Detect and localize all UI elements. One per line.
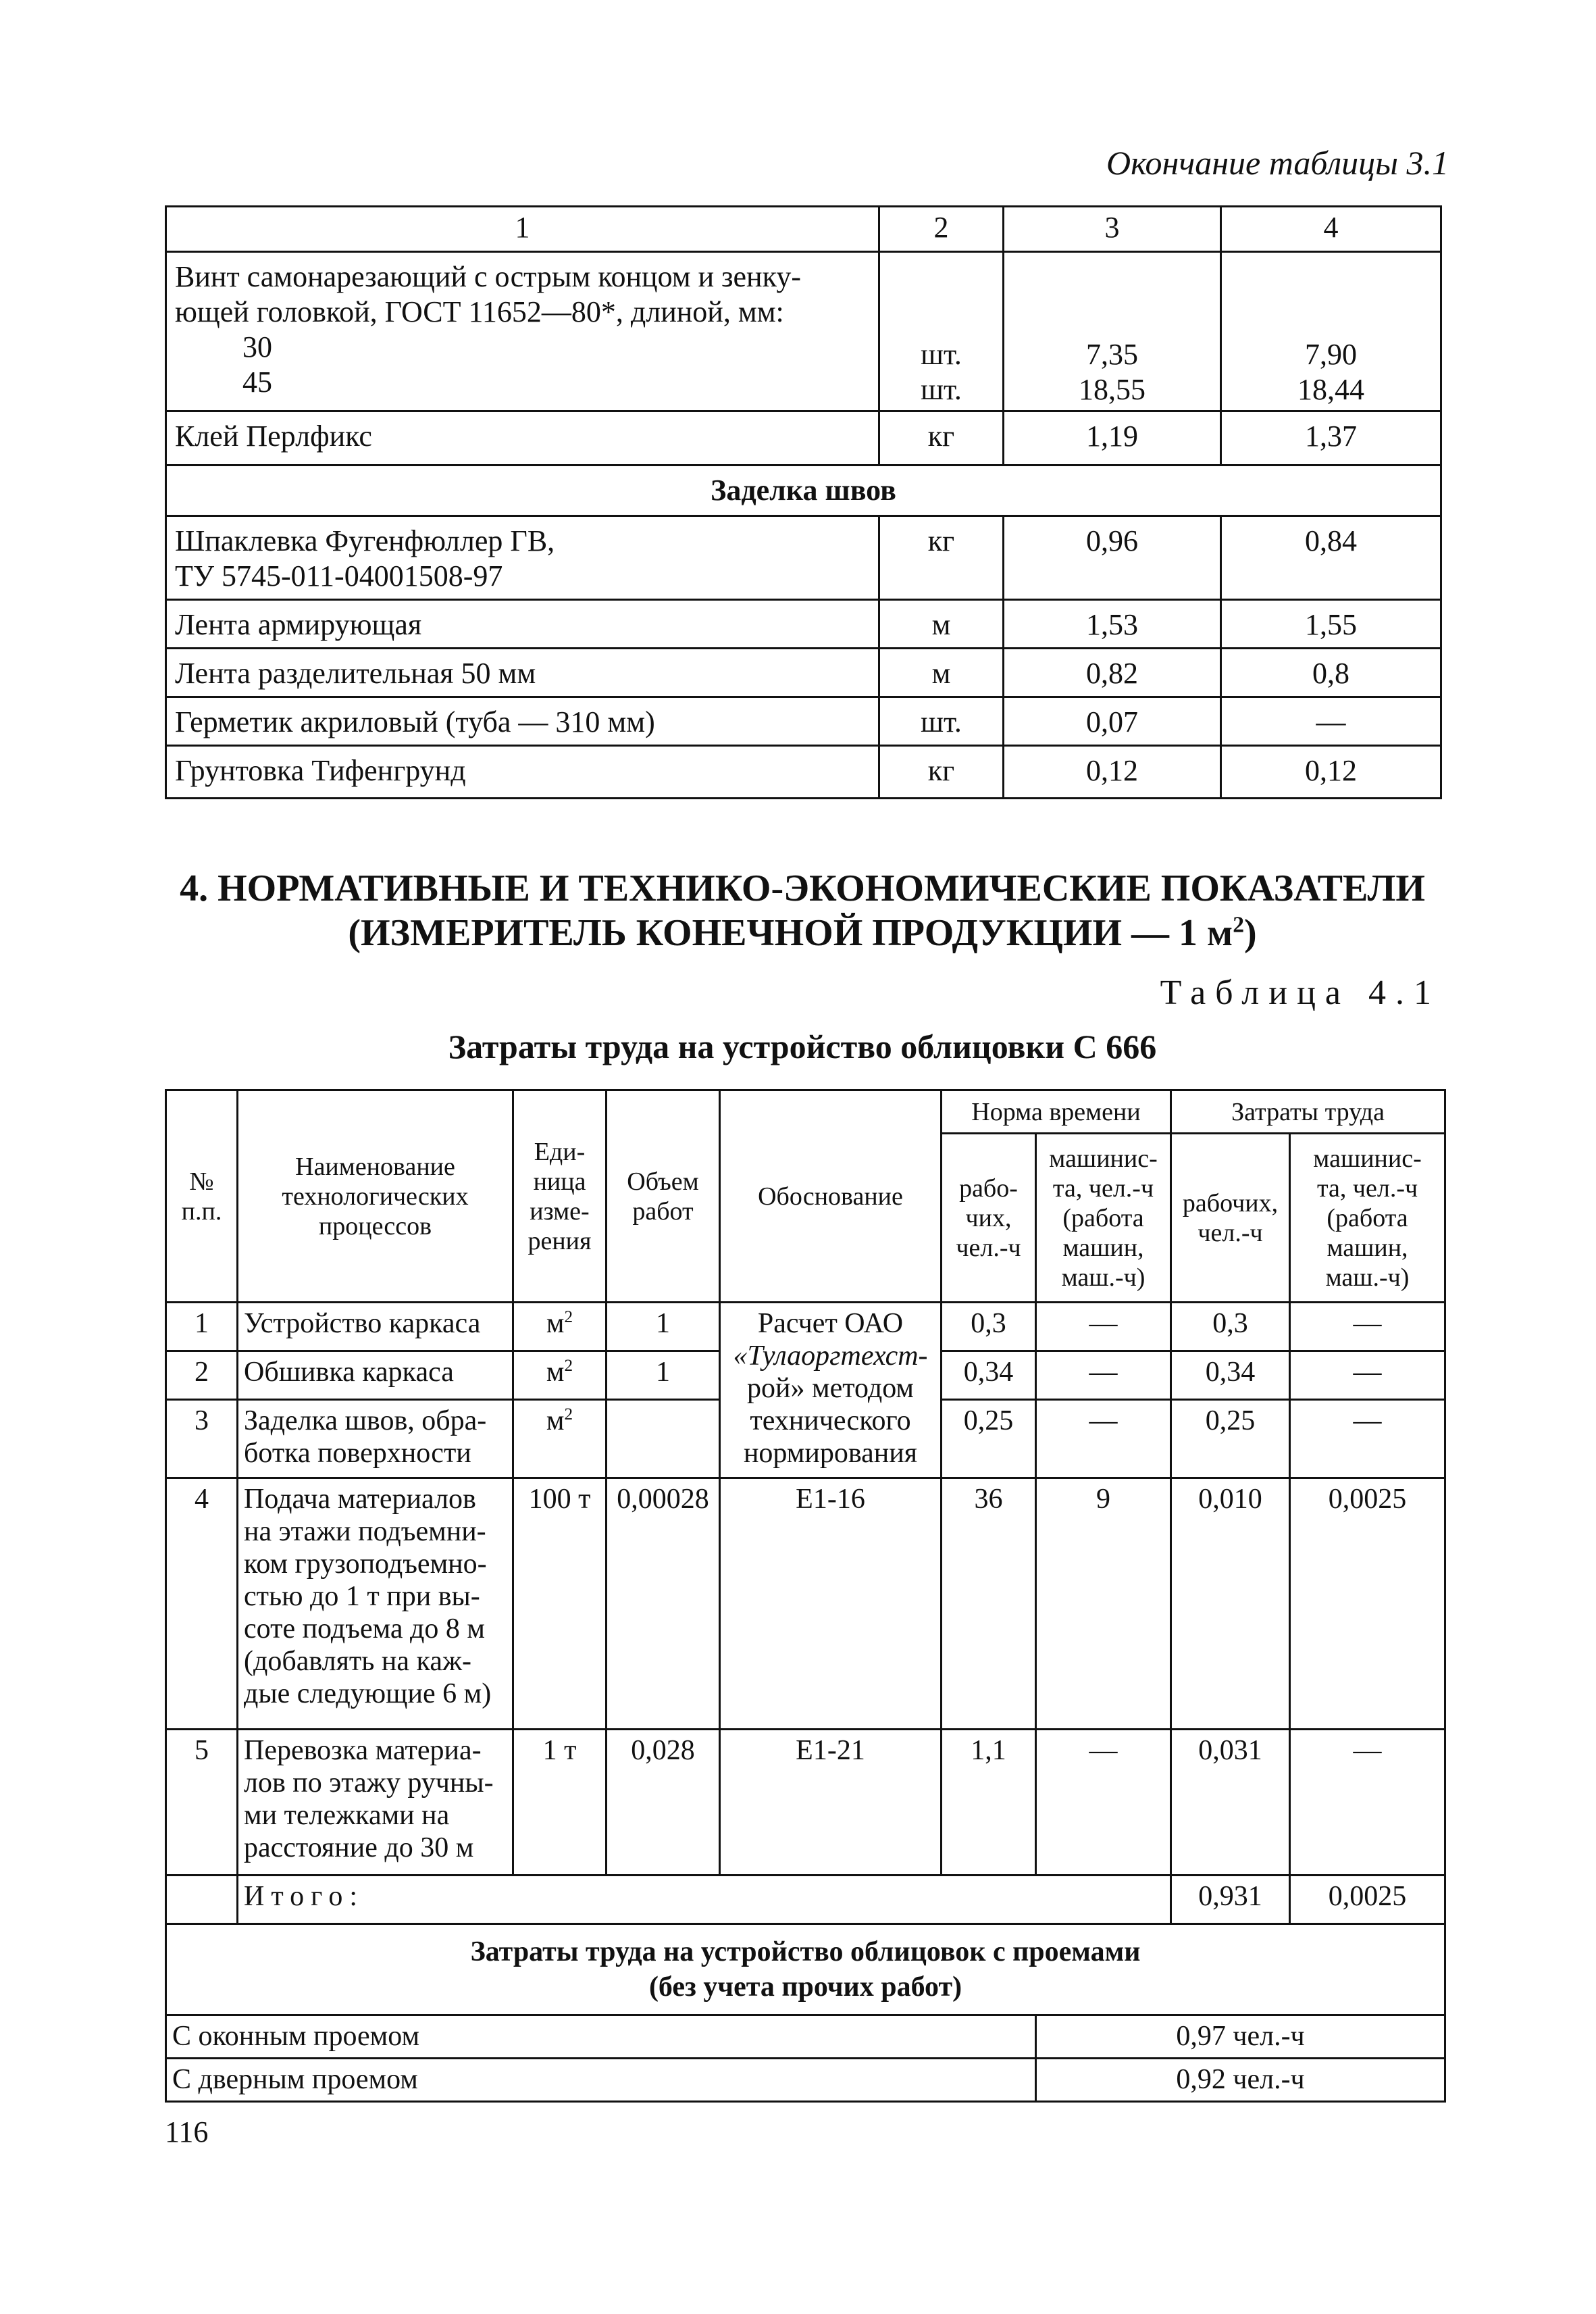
row-process: Обшивка каркаса [238, 1351, 513, 1400]
header-workers [942, 1134, 1036, 1303]
table-row [166, 600, 1441, 649]
screw-unit-30: шт. [921, 338, 962, 371]
row-process-l1: Заделка швов, обра- [244, 1405, 487, 1436]
row-name: Шпаклевка Фугенфюллер ГВ, [175, 524, 555, 557]
section-heading-line1: 4. НОРМАТИВНЫЕ И ТЕХНИКО-ЭКОНОМИЧЕСКИЕ ПОКАЗАТЕЛИ [180, 867, 1425, 909]
row-machinists2: — [1290, 1400, 1445, 1478]
header-machinists2-l5: маш.-ч) [1325, 1263, 1410, 1292]
screw-name-line2: ющей головкой, ГОСТ 11652—80*, длиной, мм: [175, 295, 784, 328]
row-unit: 100 т [513, 1478, 607, 1730]
glue-unit: кг [879, 411, 1004, 466]
total-label: Итого: [238, 1876, 1171, 1924]
table-label: Таблица 4.1 [1160, 974, 1441, 1012]
opening-row [166, 2059, 1445, 2102]
screw-col3-45: 18,55 [1079, 373, 1145, 406]
header-workers2-l1: рабочих, [1182, 1188, 1279, 1217]
header-num [166, 1090, 238, 1303]
col-header-3: 3 [1004, 207, 1221, 252]
header-norm-group: Норма времени [942, 1090, 1171, 1134]
row-unit [513, 1303, 607, 1351]
row-process-l7: дые следующие 6 м) [244, 1678, 492, 1709]
materials-table [165, 205, 1442, 799]
labor-costs-table [165, 1089, 1446, 2103]
row-name: Герметик акриловый (туба — 310 мм) [166, 697, 879, 746]
row-process-l5: соте подъема до 8 м [244, 1613, 485, 1644]
row-process-l3: ми тележками на [244, 1800, 450, 1831]
row-process-l1: Подача материалов [244, 1484, 476, 1515]
section-heading-sup: 2 [1233, 912, 1244, 938]
header-workers-l1: рабо- [959, 1174, 1018, 1203]
header-machinists2-l2: та, чел.-ч [1316, 1174, 1418, 1203]
row-process-l4: расстояние до 30 м [244, 1832, 474, 1863]
row-volume: 1 [607, 1303, 720, 1351]
header-num-l2: п.п. [181, 1197, 222, 1226]
row-process [238, 1730, 513, 1876]
header-machinists-l3: (работа [1062, 1203, 1144, 1232]
total-machinists: 0,0025 [1290, 1876, 1445, 1924]
opening-value: 0,92 чел.-ч [1036, 2059, 1445, 2102]
row-volume [607, 1400, 720, 1478]
header-workers2 [1171, 1134, 1290, 1303]
table-row [166, 516, 1441, 600]
screw-col4-30: 7,90 [1305, 338, 1357, 371]
header-workers-l3: чел.-ч [956, 1233, 1021, 1262]
row-workers2: 0,010 [1171, 1478, 1290, 1730]
row-basis: Е1-16 [720, 1478, 942, 1730]
row-col4: 0,12 [1221, 746, 1441, 799]
row-name: Лента разделительная 50 мм [166, 649, 879, 697]
row-machinists: — [1036, 1351, 1171, 1400]
screw-col3-30: 7,35 [1086, 338, 1138, 371]
row-process: Устройство каркаса [238, 1303, 513, 1351]
header-row-1 [166, 1090, 1445, 1134]
row-volume: 0,028 [607, 1730, 720, 1876]
row-unit-text: м [546, 1308, 565, 1339]
row-process-l3: ком грузоподъемно- [244, 1549, 487, 1580]
row-process-l6: (добавлять на каж- [244, 1646, 471, 1677]
row-name-line2: ТУ 5745-011-04001508-97 [175, 559, 503, 593]
row-unit [513, 1351, 607, 1400]
row-num: 2 [166, 1351, 238, 1400]
row-workers: 0,34 [942, 1351, 1036, 1400]
header-machinists2-l3: (работа [1327, 1203, 1408, 1232]
section-heading-line2-text: (ИЗМЕРИТЕЛЬ КОНЕЧНОЙ ПРОДУКЦИИ — 1 м [348, 912, 1233, 954]
row-num: 5 [166, 1730, 238, 1876]
header-unit-l1: Еди- [534, 1137, 586, 1166]
row-machinists2: — [1290, 1730, 1445, 1876]
row-num: 3 [166, 1400, 238, 1478]
header-machinists-l1: машинис- [1049, 1144, 1158, 1173]
header-name [238, 1090, 513, 1303]
row-unit: шт. [879, 697, 1004, 746]
header-machinists-l5: маш.-ч) [1061, 1263, 1145, 1292]
basis-line1: Расчет ОАО [757, 1308, 904, 1339]
glue-col3: 1,19 [1004, 411, 1221, 466]
row-machinists: — [1036, 1303, 1171, 1351]
header-name-l1: Наименование [295, 1152, 455, 1181]
col-header-2: 2 [879, 207, 1004, 252]
row-basis: Е1-21 [720, 1730, 942, 1876]
row-machinists2: — [1290, 1351, 1445, 1400]
row-col4: 0,84 [1221, 516, 1441, 600]
row-process-l4: стью до 1 т при вы- [244, 1581, 480, 1612]
row-process [238, 1478, 513, 1730]
table-row [166, 411, 1441, 466]
continuation-label: Окончание таблицы 3.1 [1106, 144, 1449, 182]
basis-line2: «Тулаоргтехст- [733, 1340, 928, 1372]
col-header-1: 1 [166, 207, 879, 252]
screw-col4-45: 18,44 [1297, 373, 1364, 406]
screw-size-30: 30 [242, 330, 272, 363]
row-machinists: — [1036, 1400, 1171, 1478]
row-process-l2: на этажи подъемни- [244, 1516, 486, 1547]
row-unit-sup: 2 [564, 1357, 573, 1375]
total-workers: 0,931 [1171, 1876, 1290, 1924]
header-cost-group: Затраты труда [1171, 1090, 1445, 1134]
opening-name: С дверным проемом [166, 2059, 1036, 2102]
row-num: 4 [166, 1478, 238, 1730]
table-row [166, 746, 1441, 799]
row-unit: 1 т [513, 1730, 607, 1876]
row-machinists2: 0,0025 [1290, 1478, 1445, 1730]
row-workers2: 0,3 [1171, 1303, 1290, 1351]
row-col3: 1,53 [1004, 600, 1221, 649]
section-heading [165, 866, 1440, 955]
header-machinists2-l1: машинис- [1313, 1144, 1422, 1173]
section-heading-line2 [165, 911, 1440, 955]
basis-line3: рой» методом [747, 1373, 914, 1404]
section-row [166, 466, 1441, 516]
row-col3: 0,96 [1004, 516, 1221, 600]
row-process [238, 1400, 513, 1478]
header-workers2-l2: чел.-ч [1198, 1218, 1263, 1247]
row-unit [513, 1400, 607, 1478]
section-heading-line2-end: ) [1244, 912, 1257, 954]
header-unit-l2: ница [533, 1167, 586, 1196]
col-header-4: 4 [1221, 207, 1441, 252]
header-basis: Обоснование [720, 1090, 942, 1303]
row-col3: 0,07 [1004, 697, 1221, 746]
row-col4: 0,8 [1221, 649, 1441, 697]
row-machinists: 9 [1036, 1478, 1171, 1730]
row-volume: 0,00028 [607, 1478, 720, 1730]
row-col4: 1,55 [1221, 600, 1441, 649]
row-workers2: 0,031 [1171, 1730, 1290, 1876]
row-process-l2: ботка поверхности [244, 1438, 471, 1469]
header-unit [513, 1090, 607, 1303]
opening-value: 0,97 чел.-ч [1036, 2015, 1445, 2059]
row-col3: 0,12 [1004, 746, 1221, 799]
row-process-l2: лов по этажу ручны- [244, 1767, 494, 1799]
basis-line4: технического [750, 1405, 911, 1436]
row-num: 1 [166, 1303, 238, 1351]
header-volume-l1: Объем [627, 1167, 699, 1196]
table-row [166, 1303, 1445, 1351]
table-row [166, 252, 1441, 411]
row-name: Грунтовка Тифенгрунд [166, 746, 879, 799]
header-machinists2-l4: машин, [1327, 1233, 1408, 1262]
row-col3: 0,82 [1004, 649, 1221, 697]
row-process-l1: Перевозка материа- [244, 1735, 482, 1766]
row-workers: 1,1 [942, 1730, 1036, 1876]
screw-size-45: 45 [242, 366, 272, 399]
row-unit: м [879, 649, 1004, 697]
row-unit-text: м [546, 1405, 565, 1436]
header-machinists-l4: машин, [1062, 1233, 1144, 1262]
row-col4: — [1221, 697, 1441, 746]
header-name-l3: процессов [318, 1211, 432, 1240]
row-unit-sup: 2 [564, 1308, 573, 1326]
table-header-row [166, 207, 1441, 252]
header-num-l1: № [189, 1167, 214, 1196]
table-row [166, 1478, 1445, 1730]
row-machinists: — [1036, 1730, 1171, 1876]
table-row [166, 697, 1441, 746]
header-unit-l4: рения [527, 1226, 592, 1255]
header-unit-l3: изме- [530, 1197, 590, 1226]
openings-title-l1: Затраты труда на устройство облицовок с проемами [470, 1936, 1141, 1967]
row-workers2: 0,25 [1171, 1400, 1290, 1478]
row-volume: 1 [607, 1351, 720, 1400]
table-row [166, 1730, 1445, 1876]
header-machinists [1036, 1134, 1171, 1303]
row-workers2: 0,34 [1171, 1351, 1290, 1400]
row-unit: кг [879, 746, 1004, 799]
opening-name: С оконным проемом [166, 2015, 1036, 2059]
row-unit: кг [879, 516, 1004, 600]
row-unit: м [879, 600, 1004, 649]
openings-section-row [166, 1924, 1445, 2015]
row-machinists2: — [1290, 1303, 1445, 1351]
openings-title-l2: (без учета прочих работ) [648, 1971, 962, 2003]
table-row [166, 649, 1441, 697]
table-title: Затраты труда на устройство облицовки С 666 [448, 1028, 1157, 1065]
header-name-l2: технологических [282, 1182, 469, 1211]
row-workers: 0,3 [942, 1303, 1036, 1351]
header-machinists-l2: та, чел.-ч [1052, 1174, 1154, 1203]
page-number: 116 [165, 2115, 209, 2148]
total-num [166, 1876, 238, 1924]
glue-col4: 1,37 [1221, 411, 1441, 466]
section-title: Заделка швов [166, 466, 1441, 516]
opening-row [166, 2015, 1445, 2059]
header-machinists2 [1290, 1134, 1445, 1303]
row-basis-merged [720, 1303, 942, 1478]
row-workers: 0,25 [942, 1400, 1036, 1478]
row-unit-text: м [546, 1357, 565, 1388]
total-row [166, 1876, 1445, 1924]
glue-name: Клей Перлфикс [166, 411, 879, 466]
screw-name-line1: Винт самонарезающий с острым концом и зенку- [175, 260, 801, 293]
header-volume [607, 1090, 720, 1303]
row-name: Лента армирующая [166, 600, 879, 649]
row-workers: 36 [942, 1478, 1036, 1730]
header-workers-l2: чих, [965, 1203, 1012, 1232]
screw-unit-45: шт. [921, 373, 962, 406]
basis-line5: нормирования [743, 1438, 918, 1469]
header-volume-l2: работ [632, 1197, 694, 1226]
row-unit-sup: 2 [564, 1405, 573, 1424]
openings-title [166, 1924, 1445, 2015]
